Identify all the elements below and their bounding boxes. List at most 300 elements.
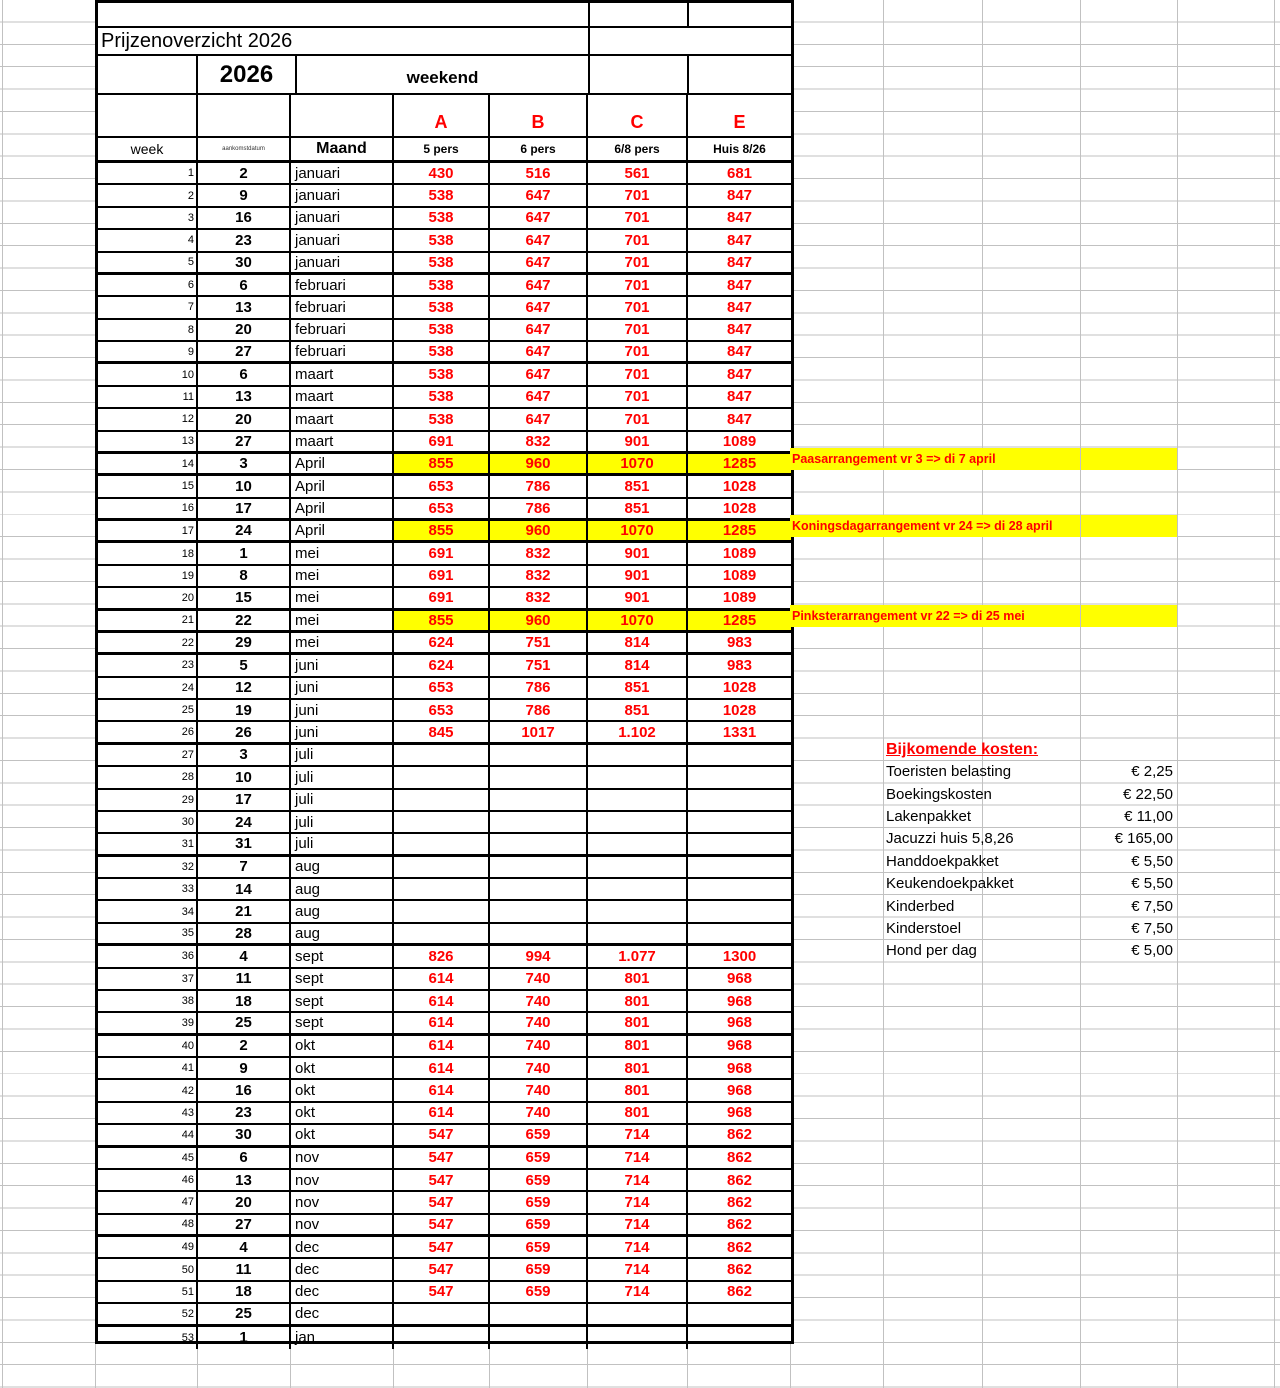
price-cell-e[interactable]: 847 [726,187,753,205]
arrival-date-cell[interactable]: 3 [198,454,291,473]
price-cell-a[interactable] [394,767,490,787]
month-cell[interactable]: juni [291,678,394,698]
price-cell-c[interactable] [588,901,688,921]
month-cell[interactable]: April [291,454,394,473]
price-cell-c[interactable]: 701 [588,230,688,250]
arrival-date-cell[interactable]: 17 [198,790,291,810]
price-cell-a[interactable]: 547 [394,1170,490,1190]
price-cell-b[interactable] [490,790,588,810]
month-cell[interactable]: okt [291,1125,394,1144]
price-cell-a[interactable]: 624 [394,633,490,652]
month-cell[interactable]: aug [291,857,394,877]
price-cell-a[interactable]: 547 [394,1125,490,1144]
cost-label[interactable]: Lakenpakket [886,808,972,826]
week-cell[interactable]: 13 [98,432,198,451]
price-cell-c[interactable]: 701 [588,409,688,429]
price-cell-e[interactable]: 983 [726,656,753,674]
week-cell[interactable]: 48 [98,1215,198,1234]
week-cell[interactable]: 33 [98,879,198,899]
price-cell-c[interactable]: 701 [588,253,688,272]
week-cell[interactable]: 39 [98,1013,198,1032]
week-cell[interactable]: 42 [98,1080,198,1100]
month-cell[interactable]: dec [291,1237,394,1257]
month-cell[interactable]: okt [291,1058,394,1078]
month-cell[interactable]: januari [291,185,394,205]
arrival-date-cell[interactable]: 6 [198,1148,291,1168]
price-cell-b[interactable] [490,834,588,853]
cost-value[interactable]: € 22,50 [1122,785,1173,803]
month-cell[interactable]: okt [291,1036,394,1056]
week-cell[interactable]: 32 [98,857,198,877]
week-cell[interactable]: 1 [98,163,198,183]
price-cell-c[interactable]: 1070 [588,521,688,540]
price-cell-b[interactable]: 960 [490,611,588,630]
price-cell-c[interactable] [588,812,688,832]
week-cell[interactable]: 9 [98,342,198,361]
cost-label[interactable]: Toeristen belasting [886,763,1012,781]
price-cell-e[interactable] [688,767,791,787]
price-cell-c[interactable] [588,834,688,853]
price-cell-e[interactable]: 847 [726,276,753,294]
price-cell-a[interactable]: 547 [394,1148,490,1168]
price-cell-e[interactable]: 862 [726,1171,753,1189]
month-cell[interactable]: nov [291,1192,394,1212]
month-cell[interactable]: juni [291,700,394,720]
empty-cell[interactable] [590,56,689,93]
price-cell-c[interactable]: 851 [588,476,688,496]
week-cell[interactable]: 38 [98,991,198,1011]
price-cell-b[interactable]: 647 [490,342,588,361]
month-cell[interactable]: nov [291,1148,394,1168]
empty-cell[interactable] [291,95,394,136]
price-cell-e[interactable] [688,924,791,943]
price-cell-e[interactable]: 968 [726,1014,753,1032]
arrival-date-cell[interactable]: 24 [198,812,291,832]
price-cell-e[interactable]: 1285 [688,611,791,630]
month-cell[interactable]: maart [291,432,394,451]
price-cell-b[interactable]: 740 [490,1013,588,1032]
arrival-date-cell[interactable]: 11 [198,969,291,989]
price-cell-c[interactable]: 801 [588,969,688,989]
arrival-date-cell[interactable]: 22 [198,611,291,630]
price-cell-a[interactable]: 538 [394,320,490,340]
month-cell[interactable]: April [291,521,394,540]
cost-value[interactable]: € 2,25 [1131,763,1173,781]
price-cell-e[interactable]: 983 [726,634,753,652]
price-cell-e[interactable]: 847 [726,366,753,384]
price-cell-c[interactable]: 901 [588,588,688,607]
arrival-date-cell[interactable]: 23 [198,1103,291,1123]
col-header-5pers[interactable]: 5 pers [394,138,490,160]
price-cell-b[interactable]: 659 [490,1125,588,1144]
week-cell[interactable]: 35 [98,924,198,943]
week-cell[interactable]: 49 [98,1237,198,1257]
arrival-date-cell[interactable]: 25 [198,1013,291,1032]
price-cell-c[interactable]: 901 [588,432,688,451]
price-cell-c[interactable]: 714 [588,1125,688,1144]
letter-cell-c[interactable]: C [588,95,688,136]
price-cell-b[interactable]: 786 [490,476,588,496]
extra-costs-title[interactable]: Bijkomende kosten: [886,740,1039,758]
empty-cell[interactable] [689,3,791,26]
price-cell-e[interactable]: 968 [726,970,753,988]
arrival-date-cell[interactable]: 10 [198,476,291,496]
price-cell-c[interactable]: 701 [588,275,688,295]
price-cell-b[interactable]: 659 [490,1237,588,1257]
empty-cell[interactable] [590,28,791,54]
price-cell-c[interactable]: 701 [588,364,688,384]
week-cell[interactable]: 14 [98,454,198,473]
price-cell-c[interactable]: 851 [588,499,688,518]
arrival-date-cell[interactable]: 4 [198,946,291,966]
price-cell-e[interactable]: 1028 [722,679,757,697]
price-cell-a[interactable]: 653 [394,700,490,720]
price-cell-a[interactable] [394,834,490,853]
price-cell-b[interactable]: 516 [490,163,588,183]
price-cell-b[interactable]: 786 [490,499,588,518]
cost-value[interactable]: € 7,50 [1131,897,1173,915]
price-cell-c[interactable]: 714 [588,1259,688,1279]
price-cell-b[interactable]: 740 [490,1036,588,1056]
price-cell-b[interactable]: 960 [490,454,588,473]
arrival-date-cell[interactable]: 13 [198,297,291,317]
week-cell[interactable]: 8 [98,320,198,340]
week-cell[interactable]: 30 [98,812,198,832]
price-cell-b[interactable] [490,924,588,943]
price-cell-b[interactable]: 647 [490,364,588,384]
price-cell-a[interactable] [394,812,490,832]
arrival-date-cell[interactable]: 28 [198,924,291,943]
price-cell-b[interactable]: 647 [490,297,588,317]
cost-value[interactable]: € 5,50 [1131,852,1173,870]
col-header-huis826[interactable]: Huis 8/26 [713,142,766,156]
week-cell[interactable]: 16 [98,499,198,518]
price-cell-b[interactable]: 647 [490,275,588,295]
price-cell-b[interactable]: 659 [490,1148,588,1168]
price-cell-a[interactable]: 614 [394,1103,490,1123]
price-cell-c[interactable]: 701 [588,387,688,407]
month-cell[interactable]: juli [291,812,394,832]
price-cell-a[interactable]: 538 [394,208,490,228]
month-cell[interactable]: februari [291,275,394,295]
arrival-date-cell[interactable]: 30 [198,253,291,272]
price-cell-e[interactable]: 847 [726,321,753,339]
arrival-date-cell[interactable]: 31 [198,834,291,853]
price-cell-e[interactable]: 847 [726,298,753,316]
empty-cell[interactable] [98,95,198,136]
price-cell-e[interactable]: 847 [726,253,753,271]
week-cell[interactable]: 26 [98,722,198,741]
arrival-date-cell[interactable]: 25 [198,1304,291,1323]
price-cell-a[interactable] [394,924,490,943]
price-cell-c[interactable]: 701 [588,320,688,340]
price-cell-c[interactable]: 714 [588,1237,688,1257]
price-cell-e[interactable]: 847 [726,388,753,406]
price-cell-a[interactable]: 538 [394,364,490,384]
month-cell[interactable]: sept [291,969,394,989]
price-cell-b[interactable] [490,767,588,787]
price-cell-a[interactable] [394,857,490,877]
price-cell-a[interactable]: 538 [394,253,490,272]
week-cell[interactable]: 50 [98,1259,198,1279]
price-cell-e[interactable]: 847 [726,209,753,227]
month-cell[interactable]: februari [291,320,394,340]
price-cell-c[interactable]: 1070 [588,611,688,630]
price-cell-b[interactable]: 786 [490,700,588,720]
price-cell-e[interactable] [688,1327,791,1349]
price-cell-c[interactable]: 561 [588,163,688,183]
month-cell[interactable]: dec [291,1282,394,1302]
week-cell[interactable]: 21 [98,611,198,630]
col-header-week[interactable]: week [98,138,198,160]
empty-cell[interactable] [98,56,198,93]
month-cell[interactable]: mei [291,633,394,652]
price-cell-b[interactable]: 994 [490,946,588,966]
arrival-date-cell[interactable]: 27 [198,1215,291,1234]
price-cell-a[interactable]: 855 [394,454,490,473]
month-cell[interactable]: sept [291,946,394,966]
price-cell-a[interactable]: 614 [394,1013,490,1032]
price-cell-c[interactable]: 714 [588,1192,688,1212]
month-cell[interactable]: mei [291,588,394,607]
arrival-date-cell[interactable]: 20 [198,409,291,429]
arrival-date-cell[interactable]: 21 [198,901,291,921]
price-cell-b[interactable]: 647 [490,208,588,228]
price-cell-a[interactable] [394,879,490,899]
price-cell-a[interactable] [394,745,490,765]
week-cell[interactable]: 52 [98,1304,198,1323]
price-cell-a[interactable]: 538 [394,342,490,361]
price-cell-a[interactable]: 538 [394,297,490,317]
arrival-date-cell[interactable]: 4 [198,1237,291,1257]
week-cell[interactable]: 5 [98,253,198,272]
price-cell-e[interactable]: 1028 [722,701,757,719]
week-cell[interactable]: 40 [98,1036,198,1056]
month-cell[interactable]: juli [291,767,394,787]
price-cell-b[interactable]: 740 [490,1103,588,1123]
month-cell[interactable]: nov [291,1170,394,1190]
price-cell-e[interactable]: 681 [726,164,753,182]
arrival-date-cell[interactable]: 3 [198,745,291,765]
week-cell[interactable]: 44 [98,1125,198,1144]
price-cell-e[interactable] [688,879,791,899]
price-cell-b[interactable] [490,1304,588,1323]
price-cell-a[interactable]: 855 [394,611,490,630]
week-cell[interactable]: 45 [98,1148,198,1168]
week-cell[interactable]: 25 [98,700,198,720]
week-cell[interactable]: 22 [98,633,198,652]
cost-value[interactable]: € 5,50 [1131,875,1173,893]
price-cell-a[interactable]: 826 [394,946,490,966]
week-cell[interactable]: 24 [98,678,198,698]
month-cell[interactable]: okt [291,1103,394,1123]
price-cell-b[interactable] [490,857,588,877]
arrival-date-cell[interactable]: 1 [198,543,291,563]
price-cell-c[interactable] [588,924,688,943]
arrival-date-cell[interactable]: 13 [198,387,291,407]
price-cell-a[interactable]: 538 [394,275,490,295]
price-cell-a[interactable]: 538 [394,185,490,205]
month-cell[interactable]: maart [291,364,394,384]
arrival-date-cell[interactable]: 18 [198,1282,291,1302]
price-cell-e[interactable]: 862 [726,1149,753,1167]
price-cell-b[interactable]: 659 [490,1170,588,1190]
price-cell-c[interactable] [588,857,688,877]
price-cell-c[interactable]: 1070 [588,454,688,473]
arrival-date-cell[interactable]: 29 [198,633,291,652]
price-cell-e[interactable]: 1089 [722,545,757,563]
price-cell-e[interactable]: 862 [726,1193,753,1211]
month-cell[interactable]: januari [291,230,394,250]
price-cell-c[interactable]: 701 [588,342,688,361]
price-cell-a[interactable]: 614 [394,1036,490,1056]
price-cell-c[interactable] [588,879,688,899]
price-cell-a[interactable]: 614 [394,1058,490,1078]
price-cell-b[interactable] [490,879,588,899]
cost-label[interactable]: Boekingskosten [886,785,992,803]
price-cell-b[interactable] [490,745,588,765]
week-cell[interactable]: 7 [98,297,198,317]
price-cell-e[interactable] [688,834,791,853]
arrival-date-cell[interactable]: 23 [198,230,291,250]
price-cell-e[interactable]: 847 [726,343,753,361]
price-cell-e[interactable]: 862 [726,1283,753,1301]
arrival-date-cell[interactable]: 17 [198,499,291,518]
arrival-date-cell[interactable]: 2 [198,1036,291,1056]
price-cell-a[interactable]: 538 [394,230,490,250]
price-cell-c[interactable]: 701 [588,208,688,228]
month-cell[interactable]: sept [291,1013,394,1032]
price-cell-c[interactable]: 701 [588,185,688,205]
cost-value[interactable]: € 5,00 [1131,942,1173,960]
price-cell-a[interactable]: 547 [394,1215,490,1234]
price-cell-e[interactable]: 1331 [722,723,757,741]
price-cell-c[interactable]: 901 [588,543,688,563]
price-cell-b[interactable]: 832 [490,566,588,586]
arrival-date-cell[interactable]: 14 [198,879,291,899]
price-cell-e[interactable]: 862 [726,1126,753,1144]
price-cell-b[interactable]: 832 [490,588,588,607]
price-cell-e[interactable]: 862 [726,1261,753,1279]
arrival-date-cell[interactable]: 1 [198,1327,291,1349]
price-cell-b[interactable]: 751 [490,655,588,675]
month-cell[interactable]: okt [291,1080,394,1100]
year-cell[interactable]: 2026 [198,56,297,93]
month-cell[interactable]: januari [291,253,394,272]
price-cell-c[interactable] [588,767,688,787]
price-cell-b[interactable]: 647 [490,387,588,407]
price-cell-a[interactable]: 614 [394,1080,490,1100]
price-cell-e[interactable]: 862 [726,1215,753,1233]
price-cell-b[interactable]: 659 [490,1215,588,1234]
week-cell[interactable]: 34 [98,901,198,921]
price-cell-b[interactable]: 659 [490,1282,588,1302]
arrival-date-cell[interactable]: 13 [198,1170,291,1190]
cost-label[interactable]: Keukendoekpakket [886,875,1014,893]
price-cell-c[interactable] [588,790,688,810]
price-cell-a[interactable]: 547 [394,1192,490,1212]
arrival-date-cell[interactable]: 8 [198,566,291,586]
price-cell-b[interactable]: 832 [490,543,588,563]
price-cell-b[interactable]: 740 [490,1080,588,1100]
cost-value[interactable]: € 7,50 [1131,919,1173,937]
week-cell[interactable]: 12 [98,409,198,429]
price-cell-a[interactable]: 538 [394,409,490,429]
arrival-date-cell[interactable]: 10 [198,767,291,787]
price-cell-e[interactable]: 1089 [722,432,757,450]
arrival-date-cell[interactable]: 6 [198,275,291,295]
price-cell-e[interactable] [688,857,791,877]
month-cell[interactable]: mei [291,543,394,563]
price-cell-e[interactable]: 847 [726,410,753,428]
arrival-date-cell[interactable]: 24 [198,521,291,540]
arrival-date-cell[interactable]: 5 [198,655,291,675]
price-cell-a[interactable]: 614 [394,991,490,1011]
arrival-date-cell[interactable]: 7 [198,857,291,877]
sheet-title-cell[interactable]: Prijzenoverzicht 2026 [98,28,590,54]
week-cell[interactable]: 6 [98,275,198,295]
month-cell[interactable]: januari [291,163,394,183]
col-header-6pers[interactable]: 6 pers [490,138,588,160]
price-cell-a[interactable]: 430 [394,163,490,183]
price-cell-b[interactable]: 751 [490,633,588,652]
cost-label[interactable]: Jacuzzi huis 5,8,26 [886,830,1014,848]
price-cell-c[interactable]: 1.102 [588,722,688,741]
price-cell-b[interactable]: 832 [490,432,588,451]
price-cell-b[interactable]: 1017 [490,722,588,741]
letter-cell-b[interactable]: B [490,95,588,136]
price-cell-a[interactable]: 691 [394,432,490,451]
price-cell-b[interactable]: 659 [490,1192,588,1212]
arrival-date-cell[interactable]: 16 [198,208,291,228]
price-cell-c[interactable]: 851 [588,678,688,698]
week-cell[interactable]: 2 [98,185,198,205]
price-cell-e[interactable]: 968 [726,1082,753,1100]
week-cell[interactable]: 27 [98,745,198,765]
week-cell[interactable]: 11 [98,387,198,407]
price-cell-b[interactable]: 647 [490,320,588,340]
price-cell-a[interactable]: 538 [394,387,490,407]
price-cell-c[interactable] [588,745,688,765]
price-cell-e[interactable]: 1285 [688,521,791,540]
price-cell-a[interactable] [394,1327,490,1349]
empty-cell[interactable] [689,56,791,93]
week-cell[interactable]: 4 [98,230,198,250]
price-cell-a[interactable]: 547 [394,1282,490,1302]
price-cell-b[interactable]: 647 [490,230,588,250]
price-cell-a[interactable]: 653 [394,499,490,518]
price-cell-e[interactable]: 1028 [722,477,757,495]
week-cell[interactable]: 20 [98,588,198,607]
price-cell-c[interactable]: 801 [588,1080,688,1100]
month-cell[interactable]: jan [291,1327,394,1349]
arrival-date-cell[interactable]: 9 [198,185,291,205]
week-cell[interactable]: 46 [98,1170,198,1190]
month-cell[interactable]: mei [291,611,394,630]
price-cell-c[interactable]: 901 [588,566,688,586]
week-cell[interactable]: 37 [98,969,198,989]
price-cell-e[interactable]: 968 [726,992,753,1010]
price-cell-e[interactable]: 862 [726,1238,753,1256]
cost-label[interactable]: Kinderbed [886,897,955,915]
price-cell-a[interactable] [394,901,490,921]
week-cell[interactable]: 47 [98,1192,198,1212]
price-cell-c[interactable] [588,1327,688,1349]
price-cell-a[interactable] [394,1304,490,1323]
price-cell-a[interactable]: 845 [394,722,490,741]
price-cell-b[interactable]: 659 [490,1259,588,1279]
price-cell-e[interactable]: 968 [726,1059,753,1077]
